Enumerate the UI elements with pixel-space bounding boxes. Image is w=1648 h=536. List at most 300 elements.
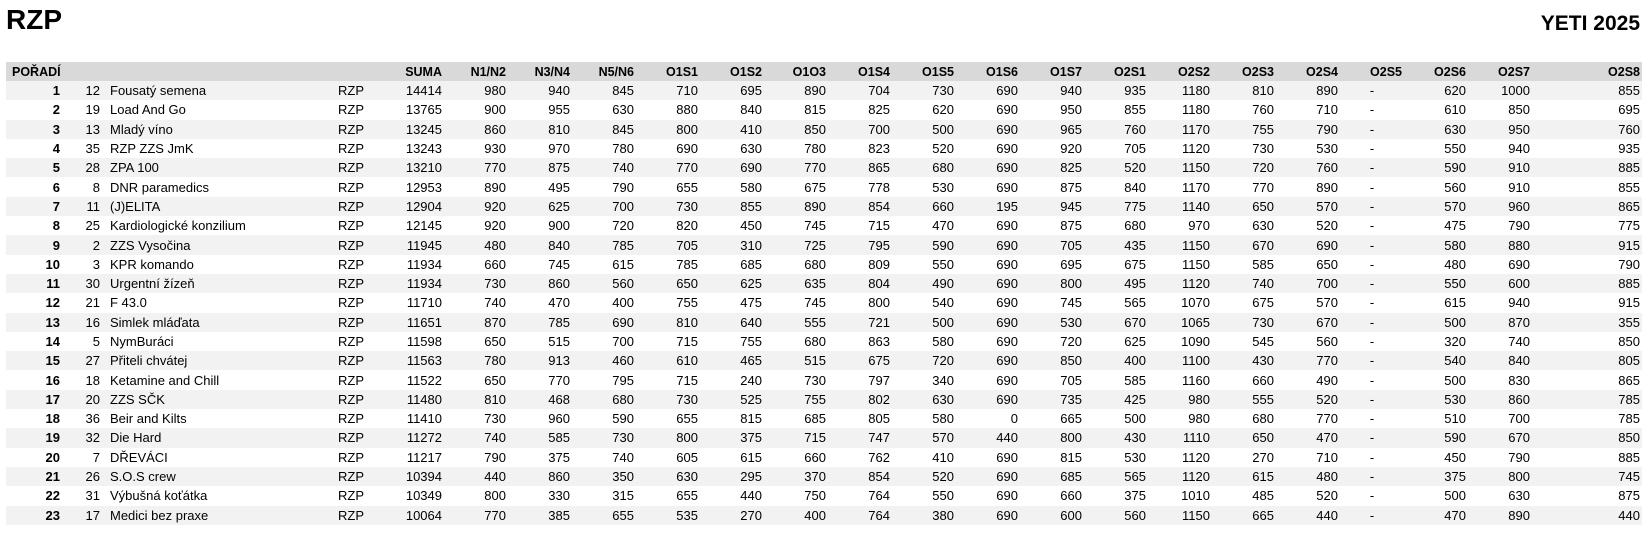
score-cell: 730 <box>1252 141 1274 157</box>
score-cell: 705 <box>1124 141 1146 157</box>
score-cell: 660 <box>484 256 506 272</box>
score-cell: 840 <box>548 237 570 253</box>
score-cell: 690 <box>996 353 1018 369</box>
score-cell: 630 <box>1252 218 1274 234</box>
score-cell: 770 <box>548 372 570 388</box>
table-row <box>6 100 1642 119</box>
score-cell: 860 <box>484 121 506 137</box>
score-cell: 680 <box>612 391 634 407</box>
team-number-cell: 25 <box>85 218 100 234</box>
score-cell: 760 <box>1316 160 1338 176</box>
score-cell: 400 <box>804 507 826 523</box>
score-cell: 685 <box>740 256 762 272</box>
score-cell: 515 <box>548 334 570 349</box>
category-cell: RZP <box>338 121 364 137</box>
score-cell: 740 <box>612 160 634 176</box>
score-cell: 815 <box>1060 449 1082 465</box>
score-cell: 1090 <box>1181 334 1210 349</box>
score-cell: 655 <box>676 488 698 504</box>
score-cell: 755 <box>1252 121 1274 137</box>
score-cell: 890 <box>484 179 506 195</box>
score-cell: 762 <box>868 449 890 465</box>
sum-cell: 11934 <box>406 256 442 272</box>
sum-cell: 12145 <box>405 218 442 234</box>
score-cell: 880 <box>1508 237 1530 253</box>
score-cell: 910 <box>1508 179 1530 195</box>
score-cell: 1110 <box>1183 430 1210 446</box>
score-cell: 720 <box>1060 334 1082 349</box>
score-cell: 1170 <box>1182 121 1210 137</box>
team-name-cell: Ketamine and Chill <box>110 372 220 388</box>
score-cell: 380 <box>932 507 954 523</box>
score-cell: 920 <box>1060 141 1082 157</box>
score-cell: 890 <box>804 198 826 214</box>
score-cell: 700 <box>612 198 634 214</box>
category-cell: RZP <box>338 449 364 465</box>
score-cell: 885 <box>1618 449 1640 465</box>
category-cell: RZP <box>338 391 364 407</box>
score-cell: 730 <box>804 372 826 388</box>
header-col: O2S3 <box>1242 64 1274 79</box>
score-cell: 750 <box>804 488 826 504</box>
score-cell: 890 <box>804 83 826 99</box>
score-cell: 875 <box>1060 179 1082 195</box>
score-cell: 520 <box>1124 160 1146 176</box>
rank-cell: 6 <box>52 179 60 195</box>
score-cell: - <box>1369 353 1375 369</box>
score-cell: 1070 <box>1181 295 1210 311</box>
category-cell: RZP <box>338 488 364 504</box>
score-cell: 721 <box>868 314 890 330</box>
score-cell: 475 <box>740 295 762 311</box>
table-row <box>6 313 1642 332</box>
score-cell: 890 <box>1508 507 1530 523</box>
score-cell: - <box>1369 449 1375 465</box>
score-cell: 770 <box>676 160 698 176</box>
score-cell: 770 <box>484 507 506 523</box>
score-cell: 870 <box>484 314 506 330</box>
score-cell: 410 <box>932 449 954 465</box>
score-cell: 1160 <box>1182 372 1210 388</box>
sum-cell: 13765 <box>405 102 442 118</box>
score-cell: 465 <box>740 353 762 369</box>
table-row <box>6 351 1642 370</box>
score-cell: - <box>1369 141 1375 157</box>
rank-cell: 11 <box>46 276 60 292</box>
team-name-cell: Simlek mláďata <box>110 314 200 330</box>
rank-cell: 12 <box>45 295 60 311</box>
table-row <box>6 139 1642 158</box>
score-cell: 650 <box>1252 430 1274 446</box>
score-cell: 585 <box>1252 256 1274 272</box>
score-cell: 435 <box>1124 237 1146 253</box>
score-cell: 375 <box>740 430 762 446</box>
score-cell: 740 <box>1508 334 1530 349</box>
sum-cell: 13243 <box>405 141 442 157</box>
score-cell: 375 <box>1444 469 1466 485</box>
score-cell: 865 <box>1618 372 1640 388</box>
score-cell: 410 <box>740 121 762 137</box>
score-cell: 600 <box>1508 276 1530 292</box>
header-col: O2S5 <box>1370 64 1402 79</box>
team-name-cell: Beir and Kilts <box>110 411 187 427</box>
score-cell: 940 <box>1508 295 1530 311</box>
score-cell: 740 <box>484 295 506 311</box>
score-cell: 700 <box>612 334 634 349</box>
team-number-cell: 21 <box>85 295 100 311</box>
category-cell: RZP <box>338 83 364 99</box>
score-cell: 625 <box>740 276 762 292</box>
score-cell: 855 <box>740 198 762 214</box>
team-number-cell: 26 <box>85 469 100 485</box>
table-row <box>6 428 1642 447</box>
rank-cell: 3 <box>52 121 60 137</box>
team-number-cell: 17 <box>85 507 100 523</box>
category-cell: RZP <box>338 160 364 176</box>
score-cell: 1180 <box>1182 83 1210 99</box>
score-cell: 650 <box>676 276 698 292</box>
score-cell: 780 <box>804 141 826 157</box>
team-number-cell: 27 <box>85 353 100 369</box>
score-cell: 690 <box>996 179 1018 195</box>
score-cell: 590 <box>932 237 954 253</box>
score-cell: 270 <box>740 507 762 523</box>
score-cell: 625 <box>548 198 570 214</box>
team-name-cell: Load And Go <box>110 102 186 118</box>
score-cell: 315 <box>612 488 634 504</box>
score-cell: 778 <box>868 179 890 195</box>
score-cell: 630 <box>932 391 954 407</box>
header-col: O2S1 <box>1114 64 1146 79</box>
score-cell: 890 <box>1316 179 1338 195</box>
score-cell: 745 <box>1060 295 1082 311</box>
score-cell: 690 <box>996 295 1018 311</box>
header-blank <box>330 62 376 81</box>
sum-cell: 11272 <box>406 430 442 446</box>
score-cell: 715 <box>804 430 826 446</box>
score-cell: 690 <box>996 391 1018 407</box>
score-cell: 550 <box>1444 141 1466 157</box>
score-cell: 195 <box>996 198 1018 214</box>
score-cell: 840 <box>1508 353 1530 369</box>
page-title: RZP <box>6 4 62 35</box>
score-cell: 960 <box>1508 198 1530 214</box>
sum-cell: 10394 <box>405 469 442 485</box>
score-cell: 940 <box>1060 83 1082 99</box>
score-cell: 802 <box>868 391 890 407</box>
score-cell: 690 <box>996 141 1018 157</box>
score-cell: 670 <box>1316 314 1338 330</box>
score-cell: 710 <box>1316 449 1338 465</box>
rank-cell: 22 <box>45 488 60 504</box>
table-row <box>6 216 1642 235</box>
table-row <box>6 390 1642 409</box>
score-cell: 440 <box>1618 507 1640 523</box>
score-cell: 705 <box>1060 237 1082 253</box>
score-cell: 745 <box>804 295 826 311</box>
sum-cell: 11710 <box>406 295 442 311</box>
header-sum: SUMA <box>405 64 442 79</box>
score-cell: 790 <box>612 179 634 195</box>
team-number-cell: 7 <box>92 449 100 465</box>
sum-cell: 14414 <box>405 83 442 99</box>
score-cell: 745 <box>804 218 826 234</box>
team-name-cell: Kardiologické konzilium <box>110 218 246 234</box>
score-cell: 865 <box>1618 198 1640 214</box>
score-cell: 670 <box>1252 237 1274 253</box>
header-blank <box>102 62 330 81</box>
score-cell: 875 <box>1060 218 1082 234</box>
score-cell: 810 <box>1252 83 1274 99</box>
score-cell: 695 <box>1618 102 1640 118</box>
sum-cell: 11563 <box>406 353 442 369</box>
score-cell: 515 <box>804 353 826 369</box>
score-cell: 1120 <box>1182 469 1210 485</box>
score-cell: 530 <box>1316 141 1338 157</box>
score-cell: 330 <box>548 488 570 504</box>
score-cell: 809 <box>868 256 890 272</box>
category-cell: RZP <box>338 198 364 214</box>
score-cell: 500 <box>932 121 954 137</box>
score-cell: 690 <box>996 488 1018 504</box>
score-cell: - <box>1369 218 1375 234</box>
score-cell: 580 <box>932 334 954 349</box>
score-cell: 690 <box>996 449 1018 465</box>
score-cell: 580 <box>1444 237 1466 253</box>
score-cell: 810 <box>484 391 506 407</box>
score-cell: 615 <box>1444 295 1466 311</box>
score-cell: 850 <box>1618 334 1640 349</box>
score-cell: 675 <box>1252 295 1274 311</box>
score-cell: 945 <box>1060 198 1082 214</box>
table-row <box>6 506 1642 525</box>
score-cell: 913 <box>548 353 570 369</box>
score-cell: 764 <box>868 507 890 523</box>
category-cell: RZP <box>338 295 364 311</box>
team-number-cell: 32 <box>85 430 100 446</box>
score-cell: 665 <box>1252 507 1274 523</box>
score-cell: 920 <box>484 218 506 234</box>
header-col: O1O3 <box>792 64 826 79</box>
rank-cell: 16 <box>45 372 60 388</box>
score-cell: 680 <box>804 256 826 272</box>
score-cell: 470 <box>1444 507 1466 523</box>
score-cell: 804 <box>868 276 890 292</box>
score-cell: 440 <box>740 488 762 504</box>
score-cell: 760 <box>1618 121 1640 137</box>
sum-cell: 11480 <box>406 391 442 407</box>
score-cell: 845 <box>612 121 634 137</box>
rank-cell: 7 <box>52 198 60 214</box>
score-cell: 540 <box>1444 353 1466 369</box>
score-cell: 375 <box>1124 488 1146 504</box>
score-cell: 680 <box>932 160 954 176</box>
score-cell: 800 <box>1060 430 1082 446</box>
score-cell: 770 <box>1316 411 1338 427</box>
score-cell: 295 <box>740 469 762 485</box>
score-cell: 655 <box>676 179 698 195</box>
score-cell: 530 <box>932 179 954 195</box>
score-cell: 900 <box>548 218 570 234</box>
sum-cell: 11651 <box>406 314 442 330</box>
score-cell: 1150 <box>1182 507 1210 523</box>
score-cell: 630 <box>740 141 762 157</box>
score-cell: 820 <box>676 218 698 234</box>
score-cell: 1150 <box>1182 237 1210 253</box>
score-cell: 850 <box>1618 430 1640 446</box>
score-cell: 660 <box>1060 488 1082 504</box>
score-cell: 725 <box>804 237 826 253</box>
score-cell: 800 <box>1060 276 1082 292</box>
score-cell: - <box>1369 160 1375 176</box>
header-col: O2S8 <box>1608 64 1640 79</box>
category-cell: RZP <box>338 102 364 118</box>
table-row <box>6 158 1642 177</box>
score-cell: 700 <box>1508 411 1530 427</box>
score-cell: - <box>1369 276 1375 292</box>
score-cell: 720 <box>612 218 634 234</box>
score-cell: 965 <box>1060 121 1082 137</box>
sum-cell: 11217 <box>406 449 442 465</box>
score-cell: 690 <box>996 218 1018 234</box>
score-cell: 1150 <box>1182 256 1210 272</box>
score-cell: 400 <box>1124 353 1146 369</box>
sum-cell: 13210 <box>405 160 442 176</box>
sum-cell: 13245 <box>405 121 442 137</box>
score-cell: 690 <box>676 141 698 157</box>
score-cell: 675 <box>868 353 890 369</box>
score-cell: 495 <box>1124 276 1146 292</box>
team-name-cell: ZZS SČK <box>110 391 165 407</box>
score-cell: 715 <box>676 334 698 349</box>
score-cell: 520 <box>1316 218 1338 234</box>
score-cell: 570 <box>1316 295 1338 311</box>
score-cell: 800 <box>676 430 698 446</box>
score-cell: 865 <box>868 160 890 176</box>
score-cell: 785 <box>676 256 698 272</box>
score-cell: 660 <box>804 449 826 465</box>
score-cell: 740 <box>484 430 506 446</box>
score-cell: - <box>1369 430 1375 446</box>
score-cell: 854 <box>868 198 890 214</box>
score-cell: 730 <box>484 276 506 292</box>
score-cell: 690 <box>996 314 1018 330</box>
score-cell: 385 <box>548 507 570 523</box>
score-cell: 1100 <box>1182 353 1210 369</box>
category-cell: RZP <box>338 353 364 369</box>
score-cell: 980 <box>1188 411 1210 427</box>
score-cell: 690 <box>996 83 1018 99</box>
score-cell: 730 <box>612 430 634 446</box>
score-cell: 680 <box>1252 411 1274 427</box>
score-cell: 850 <box>1060 353 1082 369</box>
sum-cell: 11598 <box>406 334 442 349</box>
score-cell: 500 <box>1444 488 1466 504</box>
score-cell: 915 <box>1618 237 1640 253</box>
score-cell: 440 <box>996 430 1018 446</box>
score-cell: 770 <box>804 160 826 176</box>
score-cell: 530 <box>1060 314 1082 330</box>
score-cell: 790 <box>1508 449 1530 465</box>
score-cell: 430 <box>1252 353 1274 369</box>
score-cell: 1065 <box>1181 314 1210 330</box>
table-row <box>6 235 1642 254</box>
team-name-cell: Medici bez praxe <box>110 507 209 523</box>
score-cell: 704 <box>868 83 890 99</box>
score-cell: 650 <box>1252 198 1274 214</box>
score-cell: - <box>1369 102 1375 118</box>
score-cell: 565 <box>1124 295 1146 311</box>
score-cell: 650 <box>484 334 506 349</box>
score-cell: 720 <box>1252 160 1274 176</box>
score-cell: 545 <box>1252 334 1274 349</box>
score-cell: 500 <box>1444 314 1466 330</box>
score-cell: 630 <box>1508 488 1530 504</box>
sum-cell: 11410 <box>406 411 442 427</box>
score-cell: 320 <box>1444 334 1466 349</box>
score-cell: 735 <box>1060 391 1082 407</box>
score-cell: 790 <box>484 449 506 465</box>
score-cell: 468 <box>548 391 570 407</box>
score-cell: 690 <box>996 237 1018 253</box>
score-cell: 747 <box>868 430 890 446</box>
header-col: O2S4 <box>1306 64 1338 79</box>
score-cell: 480 <box>1444 256 1466 272</box>
score-cell: 805 <box>868 411 890 427</box>
score-cell: 630 <box>1444 121 1466 137</box>
category-cell: RZP <box>338 314 364 330</box>
score-cell: 485 <box>1252 488 1274 504</box>
score-cell: 875 <box>548 160 570 176</box>
team-name-cell: Die Hard <box>110 430 162 446</box>
score-cell: 635 <box>804 276 826 292</box>
score-cell: 655 <box>612 507 634 523</box>
score-cell: 470 <box>1316 430 1338 446</box>
score-cell: 450 <box>1444 449 1466 465</box>
score-cell: 570 <box>932 430 954 446</box>
score-cell: 690 <box>1508 256 1530 272</box>
score-cell: 560 <box>1124 507 1146 523</box>
score-cell: 795 <box>612 372 634 388</box>
category-cell: RZP <box>338 276 364 292</box>
score-cell: 785 <box>548 314 570 330</box>
score-cell: - <box>1369 488 1375 504</box>
score-cell: 715 <box>676 372 698 388</box>
score-cell: 710 <box>1316 102 1338 118</box>
score-cell: 550 <box>1444 276 1466 292</box>
score-cell: 625 <box>1124 334 1146 349</box>
score-cell: 845 <box>612 83 634 99</box>
header-col: O1S2 <box>730 64 762 79</box>
score-cell: 775 <box>1618 218 1640 234</box>
score-cell: 615 <box>612 256 634 272</box>
team-name-cell: KPR komando <box>110 256 194 272</box>
category-cell: RZP <box>338 507 364 523</box>
score-cell: 650 <box>484 372 506 388</box>
header-col: N1/N2 <box>470 64 506 79</box>
team-name-cell: ZZS Vysočina <box>110 237 191 253</box>
score-cell: 495 <box>548 179 570 195</box>
table-row <box>6 486 1642 505</box>
team-name-cell: Fousatý semena <box>110 83 207 99</box>
score-cell: 665 <box>1060 411 1082 427</box>
score-cell: 690 <box>1316 237 1338 253</box>
score-cell: 730 <box>932 83 954 99</box>
score-cell: 560 <box>1316 334 1338 349</box>
score-cell: 780 <box>612 141 634 157</box>
score-cell: - <box>1369 507 1375 523</box>
score-cell: 840 <box>1124 179 1146 195</box>
